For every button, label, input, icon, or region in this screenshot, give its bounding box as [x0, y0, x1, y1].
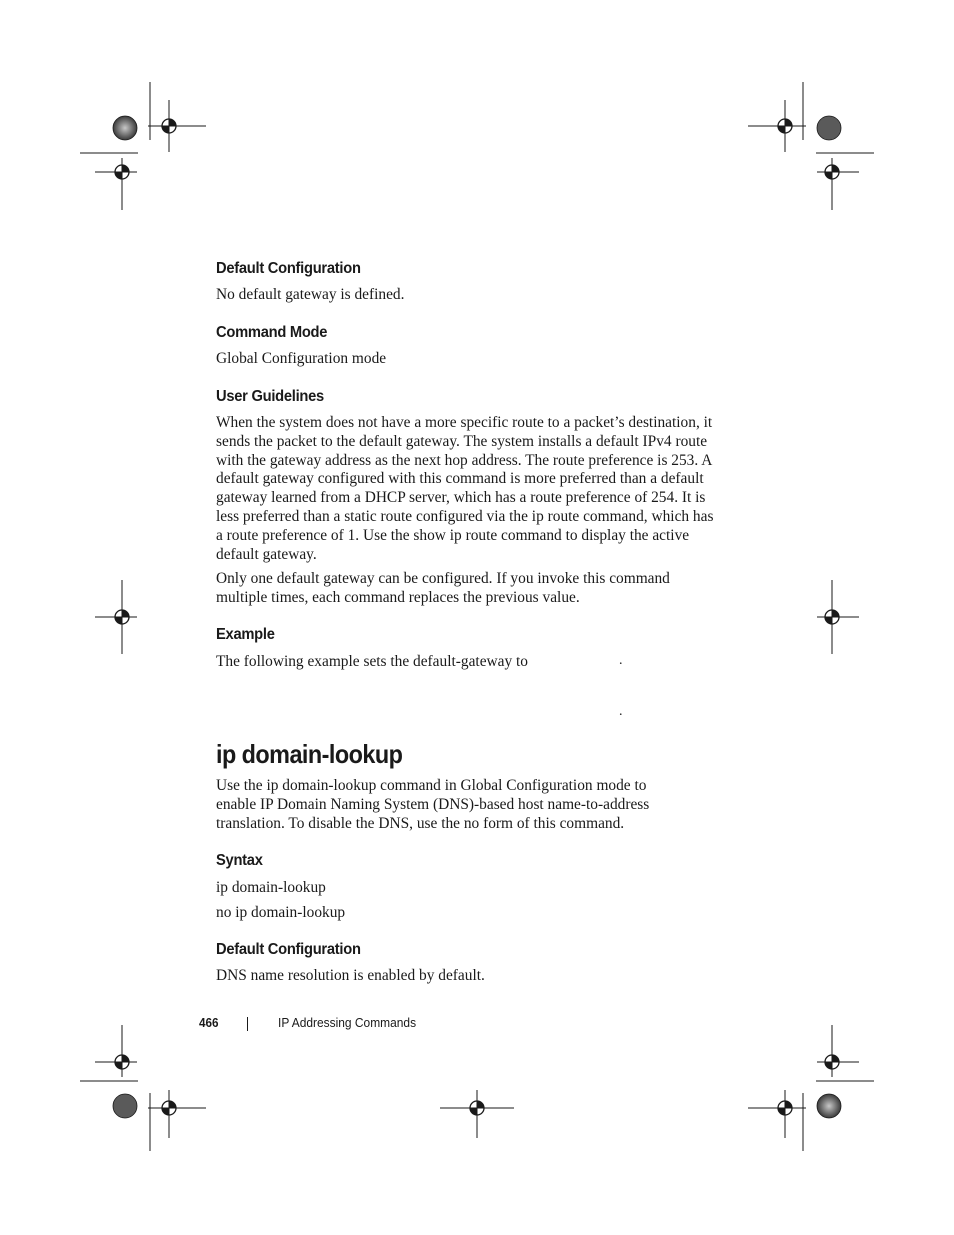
- footer-separator: [247, 1017, 248, 1031]
- command-intro: Use the ip domain-lookup command in Global Configuration mode to enable IP Domain Naming System (DNS)-based host name-to-address translation. To disable the DNS, use the no form of this command.: [216, 777, 650, 832]
- command-name-inline: ip domain-lookup: [266, 777, 377, 794]
- user-guidelines-heading: User Guidelines: [216, 388, 324, 405]
- default-configuration-text-2: DNS name resolution is enabled by default.: [216, 967, 485, 984]
- example-heading: Example: [216, 626, 275, 643]
- user-guidelines-paragraph-1: When the system does not have a more specific route to a packet’s destination, it sends the packet to the default gateway. The system installs a default IPv4 route with the gateway address as the next hop address. The route preference is 253. A default gateway configured with this command is more preferred than a default gateway learned from a DHCP server, which has a route preference of 254. It is less preferred than a static route configured via the ip route command, which has a route preference of 1. Use the show ip route command to display the active default gateway.: [216, 414, 714, 563]
- command-mode-heading: Command Mode: [216, 324, 328, 341]
- default-configuration-heading: Default Configuration: [216, 260, 361, 277]
- command-title: ip domain-lookup: [216, 739, 403, 769]
- default-configuration-heading-2: Default Configuration: [216, 941, 361, 958]
- example-period: .: [619, 653, 623, 668]
- default-configuration-text: No default gateway is defined.: [216, 286, 405, 303]
- no-keyword-inline: no: [463, 814, 480, 832]
- syntax-heading: Syntax: [216, 852, 263, 869]
- syntax-line-1: ip domain-lookup: [216, 879, 326, 896]
- user-guidelines-paragraph-2: Only one default gateway can be configured. If you invoke this command multiple times, each command replaces the previous value.: [216, 570, 670, 606]
- syntax-line-2: no ip domain-lookup: [216, 904, 346, 921]
- command-mode-text: Global Configuration mode: [216, 350, 387, 367]
- page-number: 466: [199, 1015, 219, 1030]
- footer-section-title: IP Addressing Commands: [278, 1015, 417, 1030]
- example-period-2: .: [619, 704, 623, 719]
- example-text: The following example sets the default-gateway to: [216, 653, 528, 670]
